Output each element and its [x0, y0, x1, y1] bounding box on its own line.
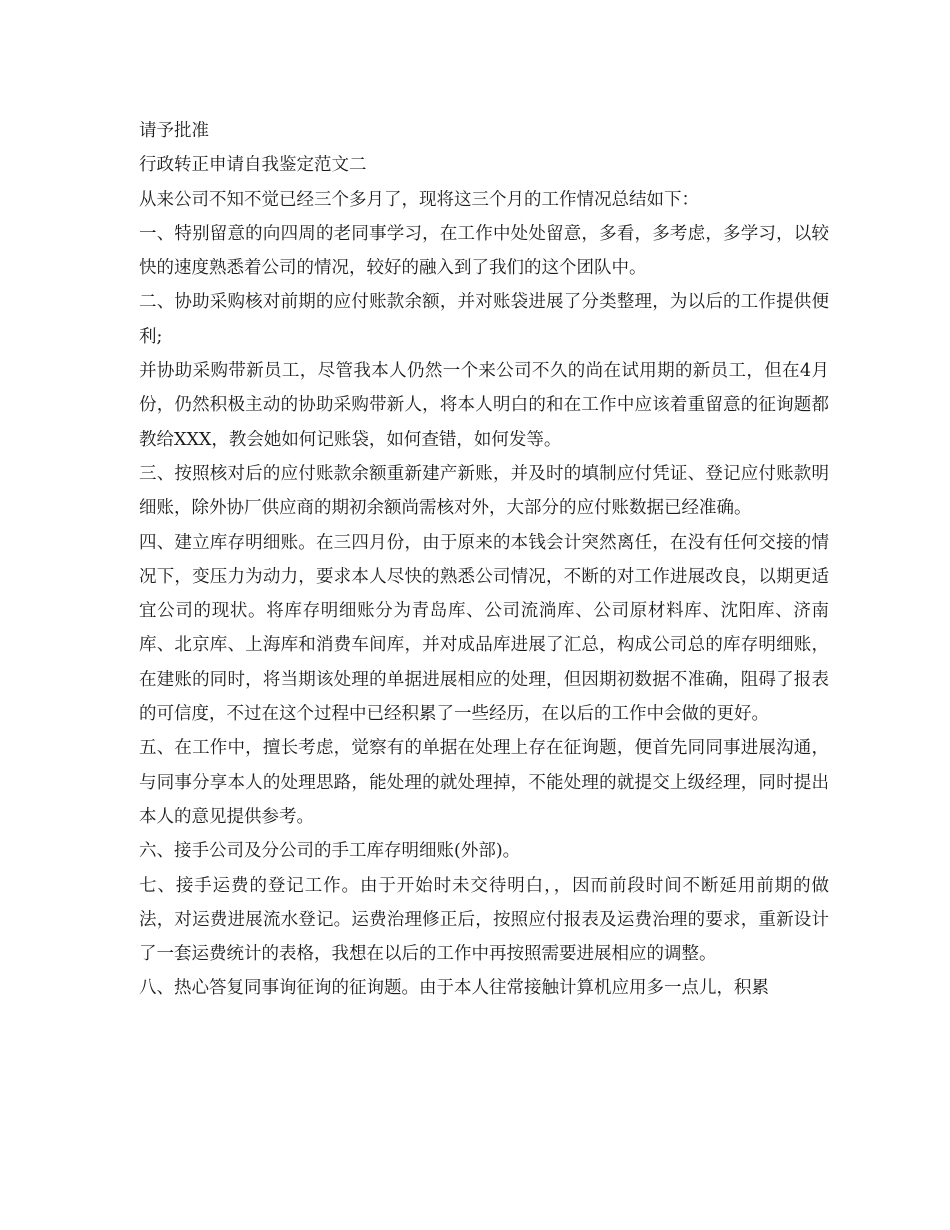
paragraph-item-2: 二、协助采购核对前期的应付账款余额，并对账袋进展了分类整理，为以后的工作提供便利; [139, 292, 829, 347]
paragraph-item-7: 七、接手运费的登记工作。由于开始时未交待明白，，因而前段时间不断延用前期的做法，对运费进展流水登记。运费治理修正后，按照应付报表及运费治理的要求，重新设计了一套运费统计的表格，我想在以后的工作中再按照需要进展相应的调整。 [139, 875, 829, 965]
paragraph-item-3: 三、按照核对后的应付账款余额重新建产新账，并及时的填制应付凭证、登记应付账款明细账，除外协厂供应商的期初余额尚需核对外，大部分的应付账数据已经准确。 [139, 463, 829, 519]
paragraph-item-5: 五、在工作中，擅长考虑，觉察有的单据在处理上存在征询题，便首先同同事进展沟通，与同事分享本人的处理思路，能处理的就处理掉，不能处理的就提交上级经理，同时提出本人的意见提供参考。 [139, 738, 829, 827]
paragraph-item-1: 一、特别留意的向四周的老同事学习，在工作中处处留意，多看，多考虑，多学习，以较快的速度熟悉着公司的情况，较好的融入到了我们的这个团队中。 [139, 223, 829, 279]
paragraph-item-6: 六、接手公司及分公司的手工库存明细账(外部)。 [139, 841, 521, 862]
paragraph-item-4: 四、建立库存明细账。在三四月份，由于原来的本钱会计突然离任，在没有任何交接的情况下，变压力为动力，要求本人尽快的熟悉公司情况，不断的对工作进展改良，以期更适宜公司的现状。将库存明细账分为青岛库、公司流淌库、公司原材料库、沈阳库、济南库、北京库、上海库和消费车间库，并对成品库进展了汇总，构成公司总的库存明细账，在建账的同时，将当期该处理的单据进展相应的处理，但因期初数据不准确，阻碍了报表的可信度，不过在这个过程中已经积累了一些经历，在以后的工作中会做的更好。 [139, 532, 829, 725]
closing-line: 请予批准 [139, 121, 209, 141]
document-title: 行政转正申请自我鉴定范文二 [139, 155, 367, 176]
intro-paragraph: 从来公司不知不觉已经三个多月了，现将这三个月的工作情况总结如下： [139, 189, 699, 210]
document-body [139, 114, 829, 1006]
paragraph-item-2-continued: 并协助采购带新员工，尽管我本人仍然一个来公司不久的尚在试用期的新员工，但在4月份，仍然积极主动的协助采购带新人，将本人明白的和在工作中应该着重留意的征询题都教给XXX，教会她如何记账袋，如何查错，如何发等。 [139, 361, 829, 450]
paragraph-item-8: 八、热心答复同事询征询的征询题。由于本人往常接触计算机应用多一点儿，积累 [139, 978, 769, 999]
